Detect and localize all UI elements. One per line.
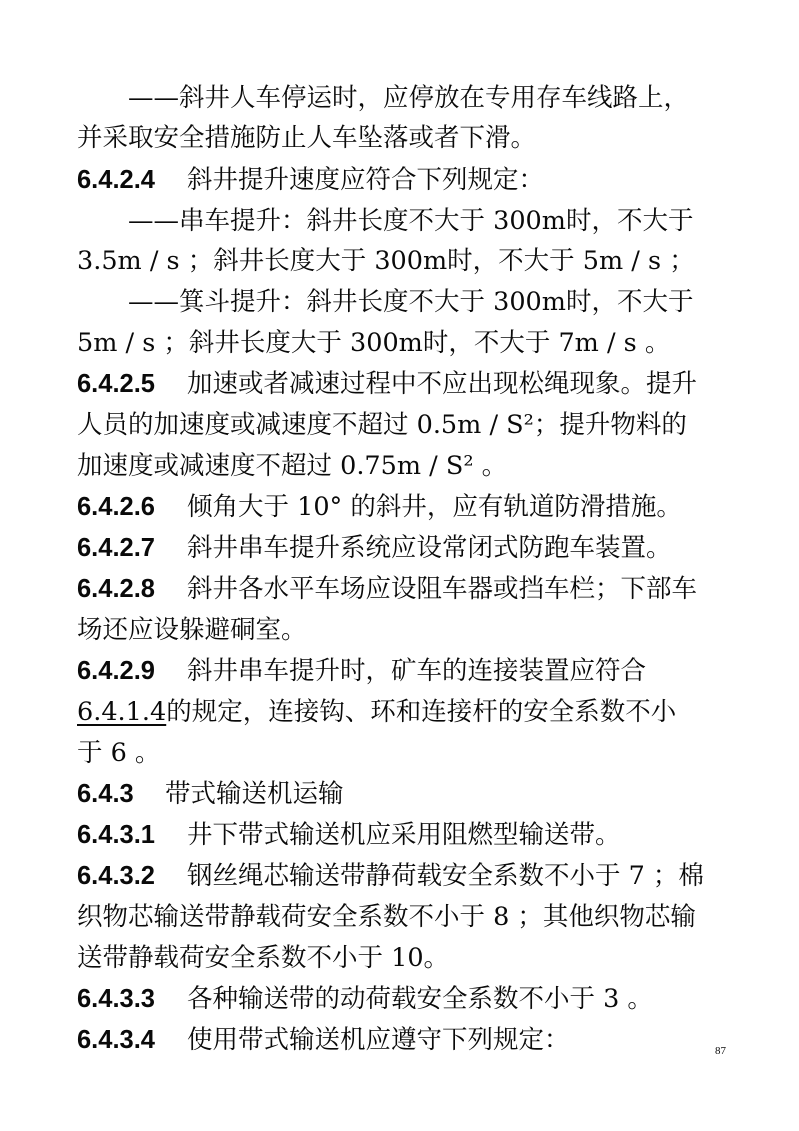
clause-text: 钢丝绳芯输送带静荷载安全系数不小于 7 ；棉: [187, 861, 704, 891]
clause-number: 6.4.3.2: [77, 862, 155, 890]
clause-6-4-2-5: [77, 364, 723, 404]
text-line: 5m / s ；斜井长度大于 300m时，不大于 7m / s 。: [77, 328, 671, 358]
clause-text: 斜井串车提升时，矿车的连接装置应符合: [187, 656, 647, 686]
text-line: 送带静载荷安全系数不小于 10。: [77, 943, 450, 973]
page-number: 87: [715, 1045, 726, 1057]
clause-number: 6.4.2.6: [77, 493, 155, 521]
text-line: 并采取安全措施防止人车坠落或者下滑。: [77, 123, 537, 153]
text-line: ——箕斗提升：斜井长度不大于 300m时，不大于: [128, 287, 694, 317]
section-6-4-3-heading: [77, 774, 723, 814]
text-line: 人员的加速度或减速度不超过 0.5m / S²；提升物料的: [77, 410, 687, 440]
text-line: [77, 692, 723, 732]
clause-number: 6.4.3.1: [77, 821, 155, 849]
clause-number: 6.4.2.4: [77, 166, 155, 194]
clause-reference-link[interactable]: 6.4.1.4: [77, 697, 167, 727]
section-title: 带式输送机运输: [165, 779, 344, 809]
clause-number: 6.4.2.7: [77, 534, 155, 562]
text-line: 于 6 。: [77, 738, 161, 768]
clause-number: 6.4.3.3: [77, 985, 155, 1013]
text-line: 3.5m / s ；斜井长度大于 300m时，不大于 5m / s ；: [77, 246, 695, 276]
clause-number: 6.4.3.4: [77, 1026, 155, 1054]
clause-text: 斜井提升速度应符合下列规定：: [187, 165, 545, 195]
clause-text: 的规定，连接钩、环和连接杆的安全系数不小: [166, 697, 677, 727]
text-line: 加速度或减速度不超过 0.75m / S² 。: [77, 451, 508, 481]
clause-text: 各种输送带的动荷载安全系数不小于 3 。: [187, 984, 653, 1014]
text-line: 织物芯输送带静载荷安全系数不小于 8 ；其他织物芯输: [77, 902, 696, 932]
clause-6-4-3-2: [77, 856, 723, 896]
text-line: 场还应设躲避硐室。: [77, 615, 307, 645]
text-line: ——斜井人车停运时，应停放在专用存车线路上，: [128, 83, 690, 113]
clause-number: 6.4.2.9: [77, 657, 155, 685]
clause-number: 6.4.2.5: [77, 370, 155, 398]
text-line: ——串车提升：斜井长度不大于 300m时，不大于: [128, 206, 694, 236]
clause-text: 井下带式输送机应采用阻燃型输送带。: [187, 820, 621, 850]
section-number: 6.4.3: [77, 780, 134, 808]
clause-6-4-2-8: [77, 569, 723, 609]
clause-6-4-2-7: [77, 528, 723, 568]
clause-text: 斜井串车提升系统应设常闭式防跑车装置。: [187, 533, 672, 563]
clause-text: 加速或者减速过程中不应出现松绳现象。提升: [187, 369, 698, 399]
clause-6-4-2-9: [77, 651, 723, 691]
clause-text: 使用带式输送机应遵守下列规定：: [187, 1025, 570, 1055]
clause-6-4-3-1: [77, 815, 723, 855]
clause-6-4-3-3: [77, 979, 723, 1019]
clause-6-4-2-4: [77, 160, 723, 200]
clause-number: 6.4.2.8: [77, 575, 155, 603]
clause-6-4-2-6: [77, 487, 723, 527]
clause-6-4-3-4: [77, 1020, 723, 1060]
clause-text: 倾角大于 10° 的斜井，应有轨道防滑措施。: [187, 492, 682, 522]
clause-text: 斜井各水平车场应设阻车器或挡车栏；下部车: [187, 574, 698, 604]
